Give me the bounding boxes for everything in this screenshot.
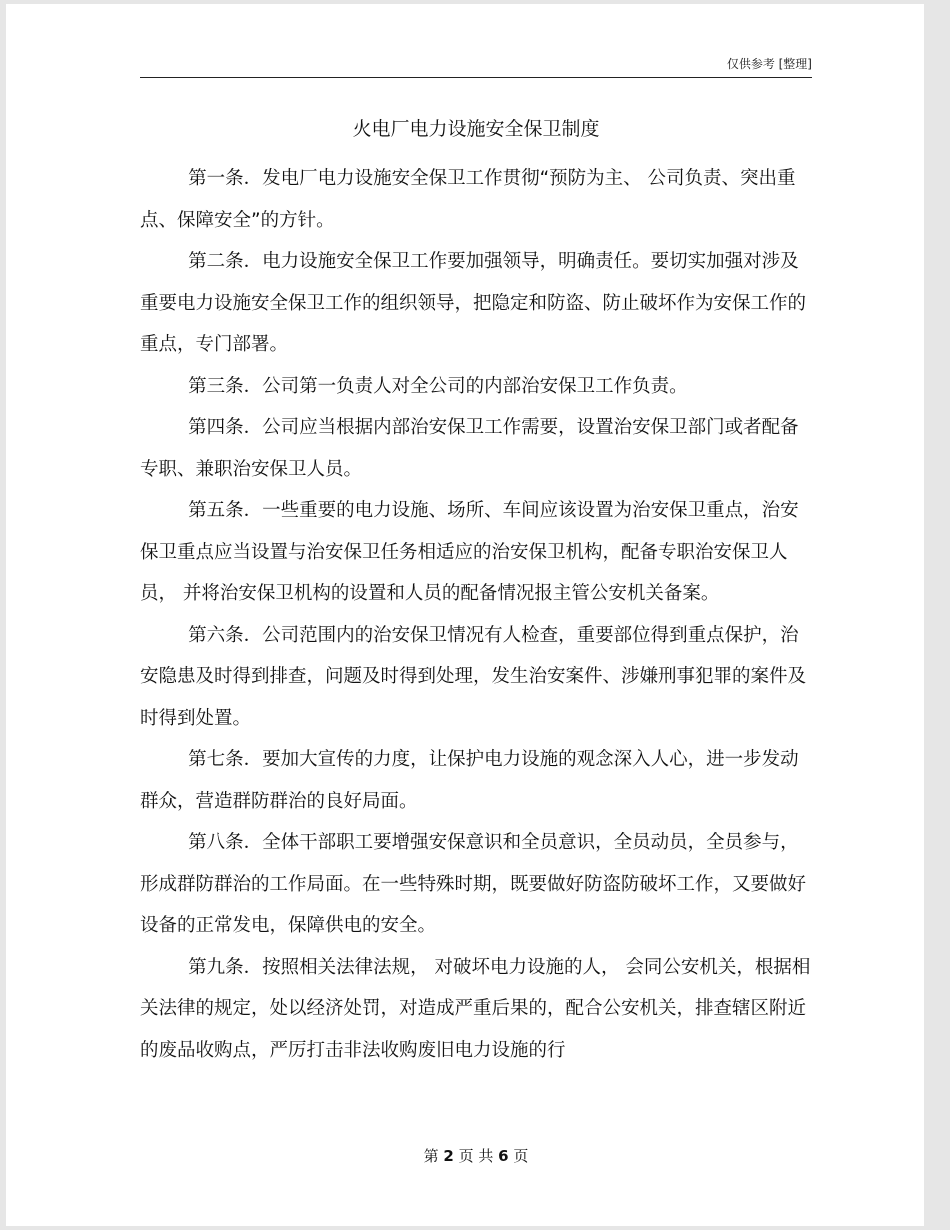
- article-5: 第五条．一些重要的电力设施、场所、车间应该设置为治安保卫重点，治安保卫重点应当设置与治安保卫任务相适应的治安保卫机构，配备专职治安保卫人员， 并将治安保卫机构的设置和人员的配备情况报主管公安机关备案。: [140, 500, 799, 604]
- article-2: 第二条．电力设施安全保卫工作要加强领导，明确责任。要切实加强对涉及重要电力设施安全保卫工作的组织领导，把隐定和防盗、防止破坏作为安保工作的重点，专门部署。: [140, 251, 807, 355]
- header-divider: [140, 77, 812, 78]
- footer-label-page: 第: [423, 1147, 439, 1165]
- document-page: [6, 4, 924, 1226]
- page-header: 仅供参考 [整理]: [726, 57, 812, 71]
- footer-total-pages: 6: [498, 1147, 509, 1165]
- article-9: 第九条．按照相关法律法规， 对破坏电力设施的人， 会同公安机关，根据相关法律的规定，处以经济处罚，对造成严重后果的，配合公安机关，排查辖区附近的废品收购点，严厉打击非法收购废旧电力设施的行: [140, 956, 811, 1061]
- article-3: 第三条．公司第一负责人对全公司的内部治安保卫工作负责。: [188, 375, 688, 397]
- article-6: 第六条．公司范围内的治安保卫情况有人检查，重要部位得到重点保护，治安隐患及时得到排查，问题及时得到处理，发生治安案件、涉嫌刑事犯罪的案件及时得到处置。: [140, 624, 807, 729]
- document-title: 火电厂电力设施安全保卫制度: [352, 118, 600, 140]
- footer-label-of: 页 共: [458, 1147, 494, 1165]
- article-7: 第七条．要加大宣传的力度，让保护电力设施的观念深入人心，进一步发动群众，营造群防群治的良好局面。: [140, 749, 799, 812]
- document-body: [140, 158, 812, 1071]
- article-4: 第四条．公司应当根据内部治安保卫工作需要，设置治安保卫部门或者配备专职、兼职治安保卫人员。: [140, 417, 799, 480]
- page-footer: [140, 1146, 812, 1166]
- footer-current-page: 2: [443, 1147, 454, 1165]
- article-1: 第一条．发电厂电力设施安全保卫工作贯彻“预防为主、 公司负责、突出重点、保障安全”的方针。: [140, 168, 796, 231]
- article-8: 第八条．全体干部职工要增强安保意识和全员意识，全员动员，全员参与，形成群防群治的工作局面。在一些特殊时期，既要做好防盗防破坏工作，又要做好设备的正常发电，保障供电的安全。: [140, 832, 807, 936]
- footer-label-pages: 页: [513, 1147, 529, 1165]
